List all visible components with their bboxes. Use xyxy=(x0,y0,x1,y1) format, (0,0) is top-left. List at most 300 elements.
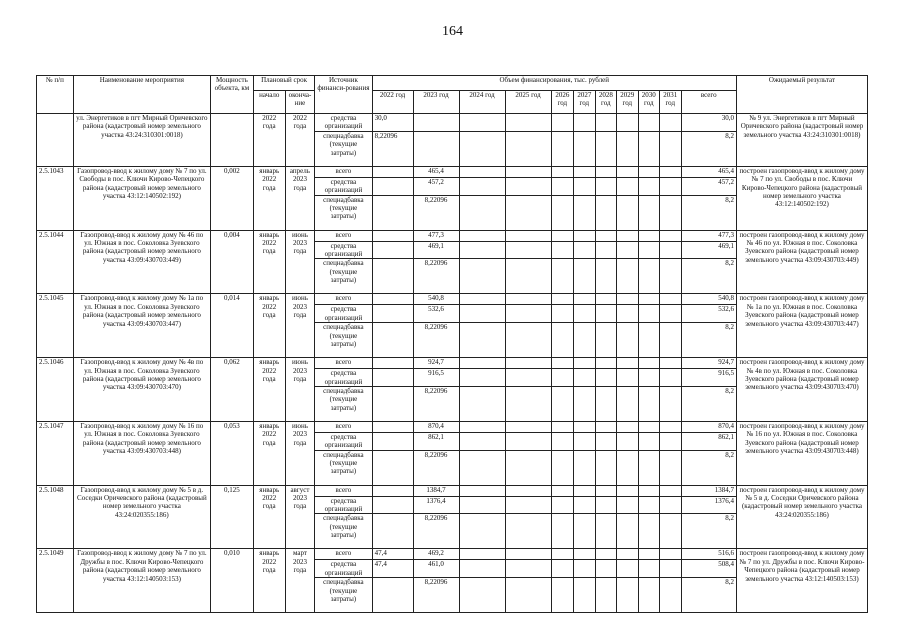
value-cell xyxy=(617,485,638,496)
value-cell xyxy=(617,177,638,195)
value-cell xyxy=(574,195,595,230)
item-name: Газопровод-ввод к жилому дому № 5 в д. Соседки Оричевского района (кадастровый номер земельного участка 43:24:020355:186) xyxy=(73,485,210,549)
value-cell xyxy=(617,514,638,549)
value-2023: 862,1 xyxy=(413,432,459,450)
item-result: построен газопровод-ввод к жилому дому № 7 по ул. Дружбы в пос. Ключи Кирово-Чепецкого района (кадастровый номер земельного участка 43:12:140503:153) xyxy=(736,549,867,613)
funding-source: средства организаций xyxy=(315,305,372,323)
page-number: 164 xyxy=(442,24,463,39)
value-cell xyxy=(638,259,659,294)
funding-source: спецнадбавка (текущие затраты) xyxy=(315,450,372,485)
value-cell xyxy=(459,560,505,578)
value-cell xyxy=(617,131,638,166)
value-cell xyxy=(551,230,574,241)
funding-source: спецнадбавка (текущие затраты) xyxy=(315,323,372,358)
table-row xyxy=(37,485,868,496)
value-cell xyxy=(595,560,616,578)
value-cell xyxy=(638,496,659,514)
header-source: Источник финанси-рования xyxy=(315,76,372,114)
value-2022 xyxy=(372,578,413,613)
value-2022 xyxy=(372,514,413,549)
value-total: 8,2 xyxy=(681,386,736,421)
value-cell xyxy=(660,305,681,323)
value-2023: 532,6 xyxy=(413,305,459,323)
value-cell xyxy=(595,496,616,514)
item-capacity: 0,010 xyxy=(210,549,253,613)
value-cell xyxy=(505,450,551,485)
item-start: январь 2022 года xyxy=(253,358,285,422)
value-cell xyxy=(574,432,595,450)
value-cell xyxy=(595,259,616,294)
header-year: 2022 год xyxy=(372,91,413,114)
value-total: 8,2 xyxy=(681,131,736,166)
value-2022 xyxy=(372,294,413,305)
value-cell xyxy=(617,369,638,387)
item-result: № 9 ул. Энергетиков в пгт Мирный Оричевского района (кадастровый номер земельного участка 43:24:310301:0018) xyxy=(736,114,867,167)
value-cell xyxy=(617,241,638,259)
value-2022: 47,4 xyxy=(372,549,413,560)
table-row xyxy=(37,421,868,432)
value-cell xyxy=(574,166,595,177)
value-cell xyxy=(459,450,505,485)
item-result: построен газопровод-ввод к жилому дому № 4в по ул. Южная в пос. Соколовка Зуевского района (кадастровый номер земельного участка 43:09:430703:470) xyxy=(736,358,867,422)
value-total: 30,0 xyxy=(681,114,736,132)
value-cell xyxy=(574,114,595,132)
value-cell xyxy=(617,230,638,241)
value-2023: 924,7 xyxy=(413,358,459,369)
item-code: 2.5.1046 xyxy=(37,358,74,422)
value-cell xyxy=(574,369,595,387)
value-cell xyxy=(638,294,659,305)
item-result: построен газопровод-ввод к жилому дому № 5 в д. Соседки Оричевского района (кадастровый номер земельного участка 43:24:020355:186) xyxy=(736,485,867,549)
value-2022 xyxy=(372,241,413,259)
value-cell xyxy=(660,485,681,496)
table-row xyxy=(37,294,868,305)
header-name: Наименование мероприятия xyxy=(73,76,210,114)
value-cell xyxy=(595,166,616,177)
value-total: 532,6 xyxy=(681,305,736,323)
value-cell xyxy=(574,485,595,496)
value-cell xyxy=(459,578,505,613)
header-num: № п/п xyxy=(37,76,74,114)
value-cell xyxy=(660,241,681,259)
value-cell xyxy=(459,386,505,421)
value-cell xyxy=(551,578,574,613)
item-name: Газопровод-ввод к жилому дому № 7 по ул. Свободы в пос. Ключи Кирово-Чепецкого района (кадастровый номер земельного участка 43:12:140502:192) xyxy=(73,166,210,230)
value-cell xyxy=(551,421,574,432)
header-funding: Объем финансирования, тыс. рублей xyxy=(372,76,736,91)
value-cell xyxy=(617,496,638,514)
value-cell xyxy=(595,177,616,195)
value-cell xyxy=(617,421,638,432)
value-cell xyxy=(551,432,574,450)
table-row xyxy=(37,166,868,177)
value-cell xyxy=(638,358,659,369)
value-cell xyxy=(660,432,681,450)
value-cell xyxy=(595,432,616,450)
value-cell xyxy=(551,294,574,305)
value-cell xyxy=(505,241,551,259)
value-cell xyxy=(459,485,505,496)
value-cell xyxy=(638,131,659,166)
value-cell xyxy=(638,514,659,549)
value-cell xyxy=(574,230,595,241)
value-2022 xyxy=(372,450,413,485)
value-2023: 1384,7 xyxy=(413,485,459,496)
value-cell xyxy=(551,177,574,195)
value-cell xyxy=(551,195,574,230)
value-cell xyxy=(574,294,595,305)
value-cell xyxy=(551,496,574,514)
value-cell xyxy=(638,421,659,432)
value-cell xyxy=(638,549,659,560)
value-cell xyxy=(505,514,551,549)
value-cell xyxy=(617,450,638,485)
value-cell xyxy=(638,323,659,358)
value-cell xyxy=(551,305,574,323)
value-2022 xyxy=(372,421,413,432)
item-name: Газопровод-ввод к жилому дому № 16 по ул. Южная в пос. Соколовка Зуевского района (кадастровый номер земельного участка 43:09:430703:448) xyxy=(73,421,210,485)
value-2023: 540,8 xyxy=(413,294,459,305)
header-start: начало xyxy=(253,91,285,114)
value-cell xyxy=(595,230,616,241)
value-cell xyxy=(595,358,616,369)
item-capacity: 0,004 xyxy=(210,230,253,294)
value-cell xyxy=(617,560,638,578)
item-code: 2.5.1047 xyxy=(37,421,74,485)
value-cell xyxy=(617,386,638,421)
value-cell xyxy=(505,323,551,358)
value-cell xyxy=(638,560,659,578)
value-2023: 8,22096 xyxy=(413,323,459,358)
value-cell xyxy=(505,421,551,432)
value-cell xyxy=(505,177,551,195)
value-cell xyxy=(660,450,681,485)
item-start: январь 2022 года xyxy=(253,166,285,230)
funding-source: средства организаций xyxy=(315,432,372,450)
item-code: 2.5.1044 xyxy=(37,230,74,294)
value-2023: 8,22096 xyxy=(413,195,459,230)
value-total: 1376,4 xyxy=(681,496,736,514)
header-period: Плановый срок xyxy=(253,76,314,91)
value-cell xyxy=(505,166,551,177)
value-cell xyxy=(574,549,595,560)
value-2023 xyxy=(413,131,459,166)
value-2022 xyxy=(372,358,413,369)
value-cell xyxy=(459,358,505,369)
item-result: построен газопровод-ввод к жилому дому № 7 по ул. Свободы в пос. Ключи Кирово-Чепецкого района (кадастровый номер земельного участка 43:12:140502:192) xyxy=(736,166,867,230)
value-cell xyxy=(459,421,505,432)
item-capacity: 0,014 xyxy=(210,294,253,358)
value-cell xyxy=(638,195,659,230)
value-2022 xyxy=(372,259,413,294)
value-cell xyxy=(551,386,574,421)
funding-source: всего xyxy=(315,166,372,177)
funding-source: средства организаций xyxy=(315,114,372,132)
value-2022: 47,4 xyxy=(372,560,413,578)
value-2023 xyxy=(413,114,459,132)
value-cell xyxy=(595,514,616,549)
value-cell xyxy=(660,496,681,514)
header-result: Ожидаемый результат xyxy=(736,76,867,114)
item-capacity: 0,062 xyxy=(210,358,253,422)
value-2023: 477,3 xyxy=(413,230,459,241)
value-total: 508,4 xyxy=(681,560,736,578)
value-cell xyxy=(660,166,681,177)
value-cell xyxy=(574,323,595,358)
value-cell xyxy=(505,131,551,166)
item-end: август 2023 года xyxy=(285,485,315,549)
value-cell xyxy=(638,578,659,613)
header-capacity: Мощность объекта, км xyxy=(210,76,253,114)
value-cell xyxy=(660,358,681,369)
value-cell xyxy=(660,177,681,195)
value-2023: 8,22096 xyxy=(413,450,459,485)
value-cell xyxy=(595,578,616,613)
value-cell xyxy=(617,305,638,323)
value-2023: 469,2 xyxy=(413,549,459,560)
value-cell xyxy=(551,166,574,177)
value-cell xyxy=(574,578,595,613)
value-cell xyxy=(595,450,616,485)
value-total: 862,1 xyxy=(681,432,736,450)
value-total: 870,4 xyxy=(681,421,736,432)
header-year: 2030 год xyxy=(638,91,659,114)
value-cell xyxy=(505,549,551,560)
value-2022 xyxy=(372,166,413,177)
value-2022: 8,22096 xyxy=(372,131,413,166)
value-cell xyxy=(459,305,505,323)
value-2023: 8,22096 xyxy=(413,514,459,549)
value-total: 477,3 xyxy=(681,230,736,241)
value-cell xyxy=(574,241,595,259)
funding-source: спецнадбавка (текущие затраты) xyxy=(315,386,372,421)
header-year: всего xyxy=(681,91,736,114)
value-cell xyxy=(551,241,574,259)
value-cell xyxy=(638,386,659,421)
table-row xyxy=(37,114,868,132)
item-capacity xyxy=(210,114,253,167)
value-cell xyxy=(505,369,551,387)
value-cell xyxy=(505,578,551,613)
item-end: 2022 года xyxy=(285,114,315,167)
value-cell xyxy=(459,177,505,195)
value-total: 469,1 xyxy=(681,241,736,259)
value-cell xyxy=(574,259,595,294)
funding-source: средства организаций xyxy=(315,560,372,578)
value-cell xyxy=(638,241,659,259)
item-result: построен газопровод-ввод к жилому дому № 46 по ул. Южная в пос. Соколовка Зуевского района (кадастровый номер земельного участка 43:09:430703:449) xyxy=(736,230,867,294)
item-result: построен газопровод-ввод к жилому дому № 1а по ул. Южная в пос. Соколовка Зуевского района (кадастровый номер земельного участка 43:09:430703:447) xyxy=(736,294,867,358)
value-cell xyxy=(574,358,595,369)
value-cell xyxy=(660,114,681,132)
item-code: 2.5.1045 xyxy=(37,294,74,358)
header-end: оконча-ние xyxy=(285,91,315,114)
value-total: 8,2 xyxy=(681,578,736,613)
item-end: июнь 2023 года xyxy=(285,230,315,294)
value-cell xyxy=(551,323,574,358)
funding-source: средства организаций xyxy=(315,496,372,514)
value-cell xyxy=(638,369,659,387)
funding-source: спецнадбавка (текущие затраты) xyxy=(315,195,372,230)
item-start: январь 2022 года xyxy=(253,549,285,613)
value-cell xyxy=(459,323,505,358)
value-cell xyxy=(505,114,551,132)
value-cell xyxy=(617,578,638,613)
header-year: 2027 год xyxy=(574,91,595,114)
item-start: январь 2022 года xyxy=(253,485,285,549)
value-cell xyxy=(459,241,505,259)
funding-source: средства организаций xyxy=(315,177,372,195)
value-cell xyxy=(595,294,616,305)
value-cell xyxy=(660,259,681,294)
value-cell xyxy=(638,485,659,496)
value-cell xyxy=(459,230,505,241)
value-2022: 30,0 xyxy=(372,114,413,132)
value-cell xyxy=(459,195,505,230)
value-2022 xyxy=(372,305,413,323)
value-cell xyxy=(638,450,659,485)
value-cell xyxy=(595,114,616,132)
funding-source: средства организаций xyxy=(315,241,372,259)
value-total: 516,6 xyxy=(681,549,736,560)
value-cell xyxy=(459,166,505,177)
item-capacity: 0,053 xyxy=(210,421,253,485)
value-cell xyxy=(595,131,616,166)
value-cell xyxy=(459,514,505,549)
value-2023: 916,5 xyxy=(413,369,459,387)
header-year: 2031 год xyxy=(660,91,681,114)
value-cell xyxy=(617,432,638,450)
value-cell xyxy=(505,305,551,323)
item-name: ул. Энергетиков в пгт Мирный Оричевского района (кадастровый номер земельного участка 43:24:310301:0018) xyxy=(73,114,210,167)
funding-source: спецнадбавка (текущие затраты) xyxy=(315,514,372,549)
value-2022 xyxy=(372,432,413,450)
value-cell xyxy=(551,259,574,294)
table-row xyxy=(37,230,868,241)
item-code: 2.5.1043 xyxy=(37,166,74,230)
value-cell xyxy=(617,195,638,230)
value-cell xyxy=(595,386,616,421)
value-2022 xyxy=(372,485,413,496)
funding-source: спецнадбавка (текущие затраты) xyxy=(315,578,372,613)
value-2023: 870,4 xyxy=(413,421,459,432)
value-cell xyxy=(660,195,681,230)
funding-source: всего xyxy=(315,230,372,241)
value-cell xyxy=(459,294,505,305)
value-cell xyxy=(459,369,505,387)
value-total: 916,5 xyxy=(681,369,736,387)
item-end: июнь 2023 года xyxy=(285,358,315,422)
value-total: 8,2 xyxy=(681,514,736,549)
value-cell xyxy=(660,578,681,613)
value-total: 8,2 xyxy=(681,323,736,358)
value-cell xyxy=(595,195,616,230)
value-cell xyxy=(551,549,574,560)
item-code xyxy=(37,114,74,167)
value-total: 924,7 xyxy=(681,358,736,369)
value-cell xyxy=(595,241,616,259)
value-cell xyxy=(574,560,595,578)
value-cell xyxy=(505,386,551,421)
header-year: 2028 год xyxy=(595,91,616,114)
value-cell xyxy=(617,259,638,294)
value-2023: 457,2 xyxy=(413,177,459,195)
item-start: январь 2022 года xyxy=(253,294,285,358)
funding-source: спецнадбавка (текущие затраты) xyxy=(315,259,372,294)
value-cell xyxy=(638,432,659,450)
item-result: построен газопровод-ввод к жилому дому № 16 по ул. Южная в пос. Соколовка Зуевского района (кадастровый номер земельного участка 43:09:430703:448) xyxy=(736,421,867,485)
value-cell xyxy=(638,177,659,195)
value-cell xyxy=(574,386,595,421)
value-2022 xyxy=(372,369,413,387)
value-cell xyxy=(551,485,574,496)
value-cell xyxy=(660,421,681,432)
item-start: январь 2022 года xyxy=(253,421,285,485)
value-total: 8,2 xyxy=(681,195,736,230)
value-cell xyxy=(660,131,681,166)
value-2023: 8,22096 xyxy=(413,386,459,421)
item-capacity: 0,002 xyxy=(210,166,253,230)
value-2023: 8,22096 xyxy=(413,578,459,613)
value-cell xyxy=(660,514,681,549)
funding-source: спецнадбавка (текущие затраты) xyxy=(315,131,372,166)
value-cell xyxy=(459,432,505,450)
value-cell xyxy=(617,549,638,560)
item-code: 2.5.1048 xyxy=(37,485,74,549)
funding-source: средства организаций xyxy=(315,369,372,387)
item-code: 2.5.1049 xyxy=(37,549,74,613)
value-cell xyxy=(660,386,681,421)
value-cell xyxy=(595,369,616,387)
value-cell xyxy=(505,432,551,450)
value-cell xyxy=(505,230,551,241)
value-cell xyxy=(551,560,574,578)
table-row xyxy=(37,358,868,369)
value-cell xyxy=(574,177,595,195)
value-2022 xyxy=(372,323,413,358)
value-cell xyxy=(638,230,659,241)
value-cell xyxy=(459,496,505,514)
value-cell xyxy=(551,514,574,549)
value-total: 540,8 xyxy=(681,294,736,305)
item-name: Газопровод-ввод к жилому дому № 4в по ул. Южная в пос. Соколовка Зуевского района (кадастровый номер земельного участка 43:09:430703:470) xyxy=(73,358,210,422)
value-cell xyxy=(551,450,574,485)
item-end: март 2023 года xyxy=(285,549,315,613)
value-cell xyxy=(459,259,505,294)
item-name: Газопровод-ввод к жилому дому № 46 по ул. Южная в пос. Соколовка Зуевского района (кадастровый номер земельного участка 43:09:430703:449) xyxy=(73,230,210,294)
value-cell xyxy=(660,549,681,560)
value-cell xyxy=(505,195,551,230)
funding-source: всего xyxy=(315,549,372,560)
funding-source: всего xyxy=(315,485,372,496)
funding-source: всего xyxy=(315,358,372,369)
value-cell xyxy=(459,549,505,560)
value-cell xyxy=(660,560,681,578)
value-total: 465,4 xyxy=(681,166,736,177)
value-cell xyxy=(638,166,659,177)
value-2023: 1376,4 xyxy=(413,496,459,514)
value-cell xyxy=(574,421,595,432)
value-cell xyxy=(660,294,681,305)
header-year: 2023 год xyxy=(413,91,459,114)
header-year: 2029 год xyxy=(617,91,638,114)
header-year: 2026 год xyxy=(551,91,574,114)
value-cell xyxy=(595,485,616,496)
value-cell xyxy=(617,294,638,305)
funding-source: всего xyxy=(315,421,372,432)
table-row xyxy=(37,549,868,560)
value-total: 8,2 xyxy=(681,450,736,485)
